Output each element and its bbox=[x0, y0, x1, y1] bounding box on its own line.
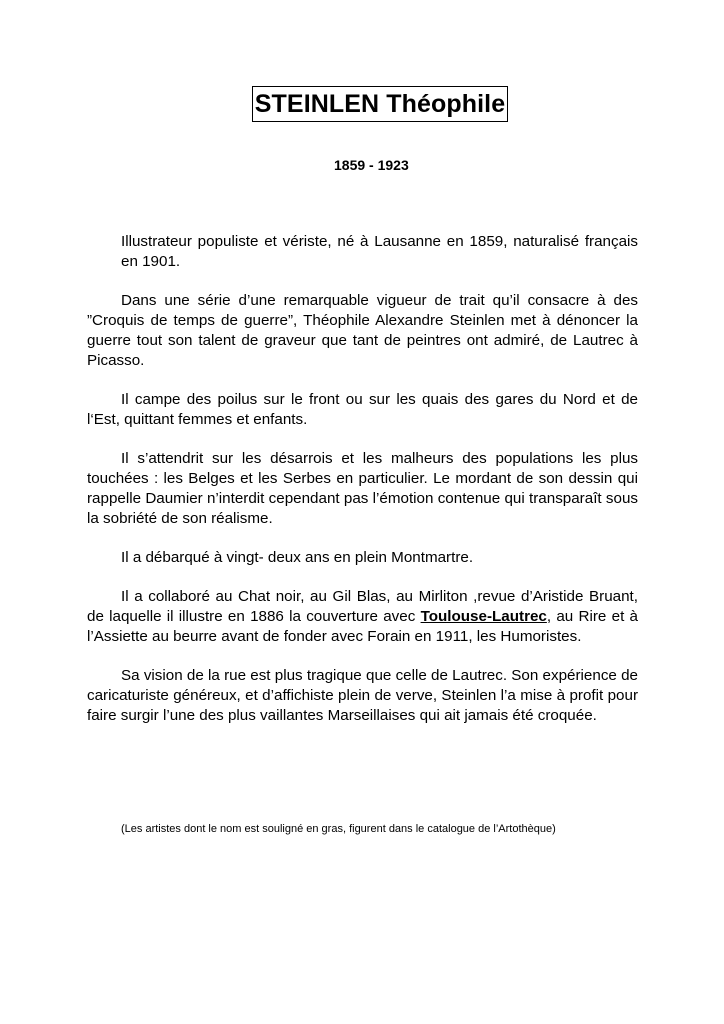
paragraph-war-sketches: Dans une série d’une remarquable vigueur de trait qu’il consacre à des ”Croquis de temps de guerre”, Théophile Alexandre Steinlen met à dénoncer la guerre tout son talent de graveur que tant de peintres ont admiré, de Lautrec à Picasso. bbox=[87, 292, 638, 369]
footnote: (Les artistes dont le nom est souligné en gras, figurent dans le catalogue de l’Artothèque) bbox=[121, 823, 556, 835]
collaborations-text-after: , au Rire et à l’Assiette au beurre avant de fonder avec Forain en 1911, les Humoristes. bbox=[87, 608, 638, 645]
paragraph-vision: Sa vision de la rue est plus tragique que celle de Lautrec. Son expérience de caricaturiste généreux, et d’affichiste plein de verve, Steinlen l’a mise à profit pour faire surgir l’une des plus vaillantes Marseillaises qui ait jamais été croquée. bbox=[87, 667, 638, 724]
biography-body bbox=[87, 232, 638, 745]
title-container bbox=[0, 86, 724, 122]
paragraph-montmartre: Il a débarqué à vingt- deux ans en plein Montmartre. bbox=[121, 549, 474, 566]
toulouse-lautrec-link[interactable]: Toulouse-Lautrec bbox=[420, 608, 547, 625]
paragraph-poilus: Il campe des poilus sur le front ou sur les quais des gares du Nord et de l‘Est, quittant femmes et enfants. bbox=[87, 391, 638, 428]
collaborations-text-before: Il a collaboré au Chat noir, au Gil Blas, au Mirliton ,revue d’Aristide Bruant, de laquelle il illustre en 1886 la couverture avec bbox=[87, 588, 638, 625]
page-title: STEINLEN Théophile bbox=[252, 86, 508, 122]
paragraph-collaborations bbox=[87, 587, 638, 647]
life-dates: 1859 - 1923 bbox=[334, 157, 409, 173]
paragraph-intro: Illustrateur populiste et vériste, né à Lausanne en 1859, naturalisé français en 1901. bbox=[121, 233, 638, 270]
paragraph-populations: Il s’attendrit sur les désarrois et les malheurs des populations les plus touchées : les Belges et les Serbes en particulier. Le mordant de son dessin qui rappelle Daumier n’interdit cependant pas l’émotion contenue qui transparaît sous la sobriété de son réalisme. bbox=[87, 450, 638, 527]
